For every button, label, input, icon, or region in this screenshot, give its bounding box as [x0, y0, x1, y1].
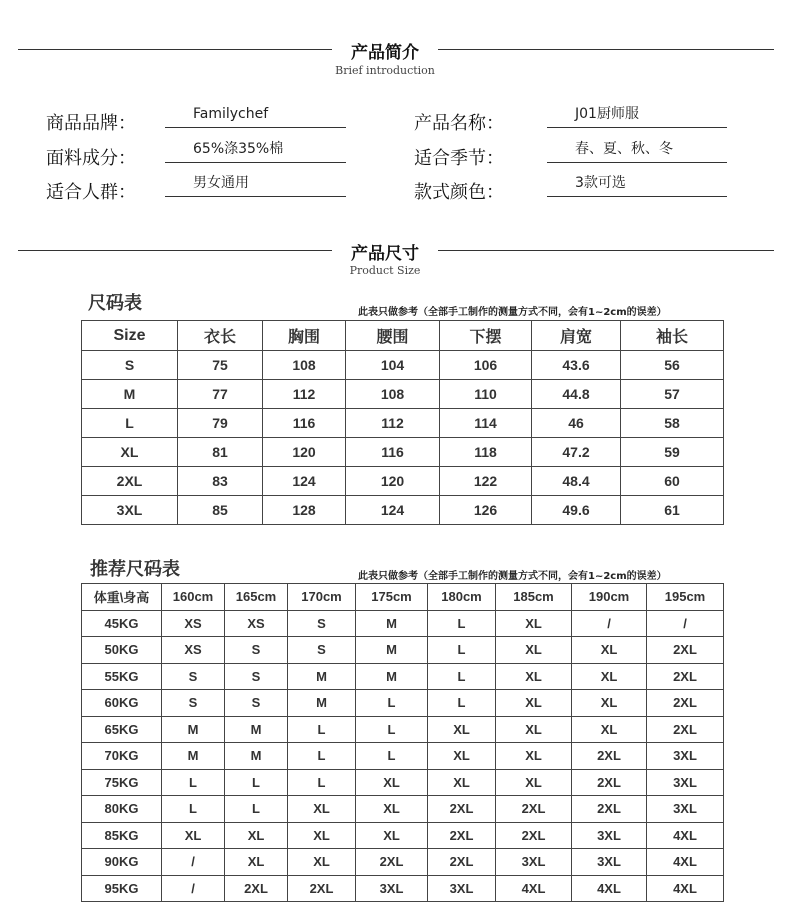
rec-table-cell: 4XL — [496, 875, 572, 902]
rec-table-header-cell: 195cm — [647, 584, 724, 611]
table-row — [82, 875, 724, 902]
audience-label: 适合人群： — [46, 182, 136, 203]
product-name-value: J01厨师服 — [547, 104, 727, 128]
size-table-cell: 112 — [263, 380, 346, 409]
size-table-header-cell: 袖长 — [621, 321, 724, 351]
rec-table-cell: S — [225, 637, 288, 664]
rec-table-cell: 2XL — [288, 875, 356, 902]
rec-table-title: 推荐尺码表 — [90, 559, 180, 580]
size-table-cell: 108 — [263, 351, 346, 380]
rec-table-cell: XL — [496, 716, 572, 743]
intro-rule-right — [438, 49, 774, 50]
rec-table-cell: XS — [225, 610, 288, 637]
rec-table-cell: XL — [572, 690, 647, 717]
size-rule-right — [438, 250, 774, 251]
rec-table-cell: / — [162, 849, 225, 876]
rec-table-cell: 2XL — [647, 663, 724, 690]
table-row — [82, 796, 724, 823]
rec-table-cell: 3XL — [647, 743, 724, 770]
rec-table-cell: 2XL — [428, 822, 496, 849]
rec-table-cell: XL — [496, 637, 572, 664]
rec-table-cell: 3XL — [356, 875, 428, 902]
product-name-label: 产品名称： — [414, 113, 504, 134]
size-table-cell: 43.6 — [532, 351, 621, 380]
rec-table-cell: L — [162, 796, 225, 823]
rec-table-note: 此表只做参考（全部手工制作的测量方式不同，会有1~2cm的误差） — [358, 571, 667, 582]
rec-table — [81, 583, 724, 902]
table-row — [82, 351, 724, 380]
size-table-header-cell: 腰围 — [346, 321, 440, 351]
rec-table-cell: 2XL — [428, 849, 496, 876]
size-table-cell: 59 — [621, 438, 724, 467]
size-table-header-cell: 胸围 — [263, 321, 346, 351]
rec-table-cell: / — [162, 875, 225, 902]
size-table-header-cell: Size — [82, 321, 178, 351]
rec-table-cell: L — [356, 743, 428, 770]
size-table-cell: 110 — [440, 380, 532, 409]
rec-table-cell: L — [428, 663, 496, 690]
size-table-cell: 57 — [621, 380, 724, 409]
rec-table-cell: XL — [496, 769, 572, 796]
size-table-cell: 116 — [263, 409, 346, 438]
rec-table-cell: 3XL — [428, 875, 496, 902]
rec-table-cell: XS — [162, 637, 225, 664]
rec-table-cell: XL — [356, 822, 428, 849]
size-table-cell: 47.2 — [532, 438, 621, 467]
table-row — [82, 380, 724, 409]
rec-table-cell: 90KG — [82, 849, 162, 876]
table-row — [82, 849, 724, 876]
size-table-cell: 114 — [440, 409, 532, 438]
rec-table-cell: M — [162, 716, 225, 743]
size-table-cell: 56 — [621, 351, 724, 380]
rec-table-cell: XL — [288, 822, 356, 849]
size-table-title: 尺码表 — [88, 293, 142, 314]
rec-table-header-cell: 160cm — [162, 584, 225, 611]
size-table-cell: 126 — [440, 496, 532, 525]
rec-table-cell: 4XL — [572, 875, 647, 902]
table-row — [82, 438, 724, 467]
rec-table-cell: XL — [162, 822, 225, 849]
rec-table-cell: S — [162, 663, 225, 690]
rec-table-cell: XL — [428, 716, 496, 743]
rec-table-cell: 3XL — [572, 822, 647, 849]
rec-table-cell: S — [225, 663, 288, 690]
rec-table-cell: L — [162, 769, 225, 796]
rec-table-cell: XL — [428, 769, 496, 796]
size-table-cell: 3XL — [82, 496, 178, 525]
rec-table-cell: 70KG — [82, 743, 162, 770]
size-table-cell: 104 — [346, 351, 440, 380]
rec-table-cell: 3XL — [496, 849, 572, 876]
table-row — [82, 663, 724, 690]
rec-table-header-cell: 体重\身高 — [82, 584, 162, 611]
rec-table-cell: M — [225, 743, 288, 770]
rec-table-cell: 2XL — [225, 875, 288, 902]
rec-table-cell: 3XL — [647, 796, 724, 823]
size-table-header-row — [82, 321, 724, 351]
rec-table-cell: / — [647, 610, 724, 637]
rec-table-cell: 2XL — [572, 769, 647, 796]
rec-table-cell: 80KG — [82, 796, 162, 823]
rec-table-header-cell: 185cm — [496, 584, 572, 611]
table-row — [82, 610, 724, 637]
rec-table-cell: S — [162, 690, 225, 717]
rec-table-cell: XL — [356, 796, 428, 823]
size-table-cell: 75 — [178, 351, 263, 380]
size-table-cell: 49.6 — [532, 496, 621, 525]
size-table-header-cell: 衣长 — [178, 321, 263, 351]
fabric-value: 65%涤35%棉 — [165, 139, 346, 163]
rec-table-cell: XL — [428, 743, 496, 770]
rec-table-cell: XS — [162, 610, 225, 637]
rec-table-cell: 45KG — [82, 610, 162, 637]
rec-table-cell: XL — [572, 663, 647, 690]
size-table-cell: XL — [82, 438, 178, 467]
size-table-cell: 60 — [621, 467, 724, 496]
size-table-cell: 83 — [178, 467, 263, 496]
size-table-cell: 108 — [346, 380, 440, 409]
rec-table-cell: 4XL — [647, 849, 724, 876]
table-row — [82, 496, 724, 525]
rec-table-cell: L — [428, 610, 496, 637]
season-value: 春、夏、秋、冬 — [547, 139, 727, 163]
size-table-cell: 48.4 — [532, 467, 621, 496]
rec-table-cell: S — [288, 637, 356, 664]
rec-table-cell: XL — [356, 769, 428, 796]
intro-title: 产品简介 — [351, 43, 419, 63]
rec-table-cell: 2XL — [428, 796, 496, 823]
size-table-cell: M — [82, 380, 178, 409]
size-table-cell: 128 — [263, 496, 346, 525]
rec-table-cell: 3XL — [572, 849, 647, 876]
rec-table-cell: L — [356, 690, 428, 717]
size-table-cell: 61 — [621, 496, 724, 525]
rec-table-cell: XL — [225, 849, 288, 876]
size-table-cell: 116 — [346, 438, 440, 467]
rec-table-cell: M — [288, 690, 356, 717]
size-table-cell: 122 — [440, 467, 532, 496]
size-table-cell: 58 — [621, 409, 724, 438]
rec-table-cell: XL — [572, 637, 647, 664]
rec-table-cell: 60KG — [82, 690, 162, 717]
intro-subtitle: Brief introduction — [335, 64, 435, 77]
rec-table-cell: S — [288, 610, 356, 637]
rec-table-cell: 4XL — [647, 822, 724, 849]
rec-table-cell: XL — [572, 716, 647, 743]
rec-table-cell: XL — [288, 796, 356, 823]
rec-table-cell: XL — [496, 743, 572, 770]
rec-table-cell: M — [356, 637, 428, 664]
rec-table-cell: 2XL — [647, 637, 724, 664]
size-table-cell: 120 — [346, 467, 440, 496]
rec-table-cell: XL — [496, 690, 572, 717]
rec-table-cell: L — [288, 716, 356, 743]
rec-table-cell: 2XL — [356, 849, 428, 876]
rec-table-header-cell: 180cm — [428, 584, 496, 611]
season-label: 适合季节： — [414, 148, 504, 169]
rec-table-cell: L — [428, 637, 496, 664]
size-table-cell: 46 — [532, 409, 621, 438]
size-table-cell: 118 — [440, 438, 532, 467]
rec-table-cell: XL — [496, 610, 572, 637]
brand-value: Familychef — [165, 104, 346, 128]
rec-table-cell: 4XL — [647, 875, 724, 902]
size-table-cell: 81 — [178, 438, 263, 467]
rec-table-cell: 85KG — [82, 822, 162, 849]
rec-table-cell: 65KG — [82, 716, 162, 743]
rec-table-cell: 95KG — [82, 875, 162, 902]
rec-table-cell: 75KG — [82, 769, 162, 796]
size-table-cell: 77 — [178, 380, 263, 409]
size-section-subtitle: Product Size — [349, 264, 421, 277]
color-label: 款式颜色： — [414, 182, 504, 203]
size-table-header-cell: 下摆 — [440, 321, 532, 351]
rec-table-cell: XL — [496, 663, 572, 690]
table-row — [82, 637, 724, 664]
rec-table-cell: L — [225, 769, 288, 796]
table-row — [82, 769, 724, 796]
size-table-cell: 79 — [178, 409, 263, 438]
rec-table-cell: 2XL — [496, 796, 572, 823]
rec-table-cell: 2XL — [647, 716, 724, 743]
size-table-note: 此表只做参考（全部手工制作的测量方式不同，会有1~2cm的误差） — [358, 307, 667, 318]
color-value: 3款可选 — [547, 173, 727, 197]
rec-table-cell: L — [428, 690, 496, 717]
size-table-cell: 124 — [346, 496, 440, 525]
size-table — [81, 320, 724, 525]
size-table-cell: 44.8 — [532, 380, 621, 409]
table-row — [82, 467, 724, 496]
rec-table-cell: 2XL — [647, 690, 724, 717]
rec-table-cell: 2XL — [572, 743, 647, 770]
size-rule-left — [18, 250, 332, 251]
size-table-cell: L — [82, 409, 178, 438]
rec-table-cell: XL — [288, 849, 356, 876]
rec-table-cell: L — [288, 743, 356, 770]
rec-table-cell: M — [162, 743, 225, 770]
rec-table-cell: M — [356, 663, 428, 690]
table-row — [82, 716, 724, 743]
rec-table-cell: 55KG — [82, 663, 162, 690]
size-table-cell: 120 — [263, 438, 346, 467]
rec-table-cell: 2XL — [496, 822, 572, 849]
rec-table-header-cell: 190cm — [572, 584, 647, 611]
size-table-header-cell: 肩宽 — [532, 321, 621, 351]
size-table-cell: 85 — [178, 496, 263, 525]
size-section-title: 产品尺寸 — [351, 244, 419, 264]
size-table-cell: 2XL — [82, 467, 178, 496]
table-row — [82, 690, 724, 717]
rec-table-cell: L — [356, 716, 428, 743]
rec-table-cell: M — [225, 716, 288, 743]
rec-table-cell: 3XL — [647, 769, 724, 796]
rec-table-cell: L — [288, 769, 356, 796]
table-row — [82, 822, 724, 849]
fabric-label: 面料成分： — [46, 148, 136, 169]
table-row — [82, 409, 724, 438]
size-table-cell: 124 — [263, 467, 346, 496]
intro-rule-left — [18, 49, 332, 50]
rec-table-cell: L — [225, 796, 288, 823]
rec-table-header-cell: 175cm — [356, 584, 428, 611]
table-row — [82, 743, 724, 770]
rec-table-cell: / — [572, 610, 647, 637]
rec-table-header-row — [82, 584, 724, 611]
rec-table-cell: XL — [225, 822, 288, 849]
rec-table-cell: 50KG — [82, 637, 162, 664]
size-table-cell: S — [82, 351, 178, 380]
audience-value: 男女通用 — [165, 173, 346, 197]
brand-label: 商品品牌： — [46, 113, 136, 134]
rec-table-cell: M — [356, 610, 428, 637]
rec-table-cell: S — [225, 690, 288, 717]
rec-table-cell: M — [288, 663, 356, 690]
rec-table-header-cell: 170cm — [288, 584, 356, 611]
size-table-cell: 112 — [346, 409, 440, 438]
rec-table-header-cell: 165cm — [225, 584, 288, 611]
size-table-cell: 106 — [440, 351, 532, 380]
rec-table-cell: 2XL — [572, 796, 647, 823]
